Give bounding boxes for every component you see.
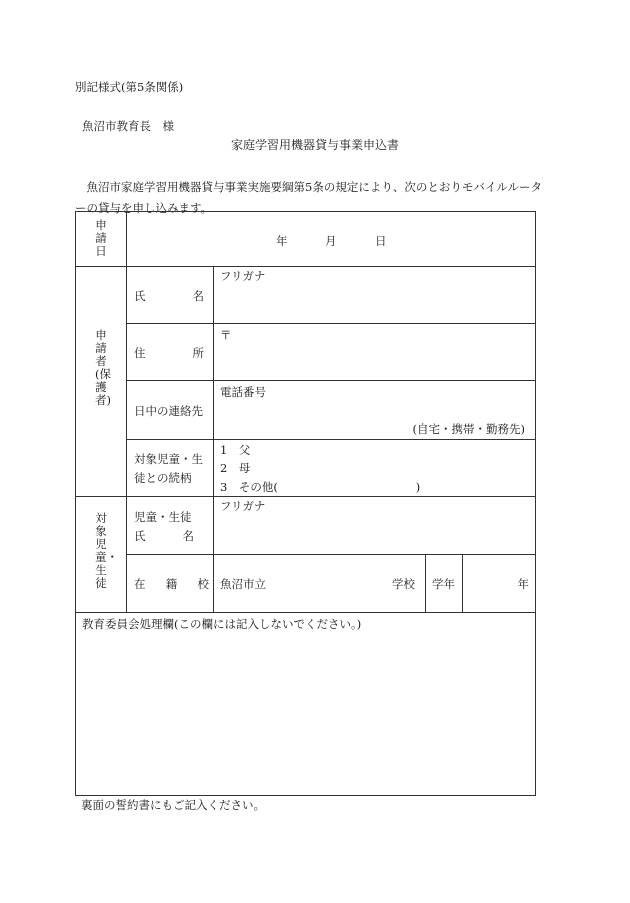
phone-number-label: 電話番号: [220, 385, 266, 399]
date-day-label: 日: [375, 234, 387, 248]
relationship-option-father[interactable]: 1 父: [220, 443, 251, 457]
applicant-name-field[interactable]: [213, 266, 536, 324]
student-name-label-b: 名: [182, 529, 194, 543]
school-label-c: 校: [197, 577, 209, 591]
applicant-section-label: 申請者(保護者): [95, 328, 111, 407]
school-label-b: 籍: [165, 577, 178, 591]
office-use-box: [75, 612, 536, 796]
applicant-address-field[interactable]: [213, 323, 536, 381]
grade-field[interactable]: [462, 554, 536, 613]
applicant-address-label-cell: [126, 323, 214, 381]
daytime-contact-label-cell: [126, 380, 214, 440]
grade-label: 学年: [432, 577, 455, 591]
relationship-option-mother[interactable]: 2 母: [220, 461, 251, 475]
school-city-prefix: 魚沼市立: [220, 577, 266, 591]
office-use-label: 教育委員会処理欄(この欄には記入しないでください。): [82, 617, 362, 631]
school-label-cell: [126, 554, 214, 613]
student-furigana-label: フリガナ: [220, 499, 266, 513]
applicant-address-label-a: 住: [134, 346, 146, 360]
grade-label-cell: [425, 554, 463, 613]
application-date-label-cell: [75, 211, 127, 267]
school-label-a: 在: [134, 577, 146, 591]
relationship-label-line2: 徒との続柄: [134, 471, 192, 485]
postal-mark: 〒: [220, 328, 232, 342]
daytime-contact-label: 日中の連絡先: [134, 404, 203, 418]
applicant-name-label-a: 氏: [134, 289, 146, 303]
grade-suffix: 年: [517, 577, 529, 591]
intro-paragraph: 魚沼市家庭学習用機器貸与事業実施要綱第5条の規定により、次のとおりモバイルルーターの貸与を申し込みます。: [75, 180, 543, 215]
student-section-label: 対象児童・生徒: [95, 511, 118, 590]
applicant-name-label-b: 名: [192, 289, 204, 303]
relationship-field[interactable]: [213, 439, 536, 497]
relationship-label-cell: [126, 439, 214, 497]
form-number-note: 別記様式(第5条関係): [75, 80, 184, 94]
student-name-label-a: 氏: [134, 529, 146, 543]
applicant-furigana-label: フリガナ: [220, 269, 266, 283]
applicant-section-cell: [75, 266, 127, 497]
application-date-field[interactable]: [126, 211, 536, 267]
student-name-label-line1: 児童・生徒: [134, 510, 192, 524]
application-date-label: 申請日: [95, 218, 107, 258]
student-section-cell: [75, 496, 127, 613]
document-title: 家庭学習用機器貸与事業申込書: [230, 138, 399, 152]
school-suffix: 学校: [392, 577, 415, 591]
relationship-label-line1: 対象児童・生: [134, 452, 203, 466]
school-name-field[interactable]: [213, 554, 426, 613]
phone-types-label: (自宅・携帯・勤務先): [412, 422, 525, 436]
daytime-contact-field[interactable]: [213, 380, 536, 440]
applicant-address-label-b: 所: [192, 346, 204, 360]
date-year-label: 年: [276, 234, 288, 248]
student-name-label-cell: [126, 496, 214, 555]
footer-note: 裏面の誓約書にもご記入ください。: [81, 798, 265, 812]
date-month-label: 月: [325, 234, 337, 248]
applicant-name-label-cell: [126, 266, 214, 324]
relationship-option-other[interactable]: 3 その他( ): [220, 480, 421, 494]
addressee: 魚沼市教育長 様: [82, 119, 174, 133]
student-name-field[interactable]: [213, 496, 536, 555]
